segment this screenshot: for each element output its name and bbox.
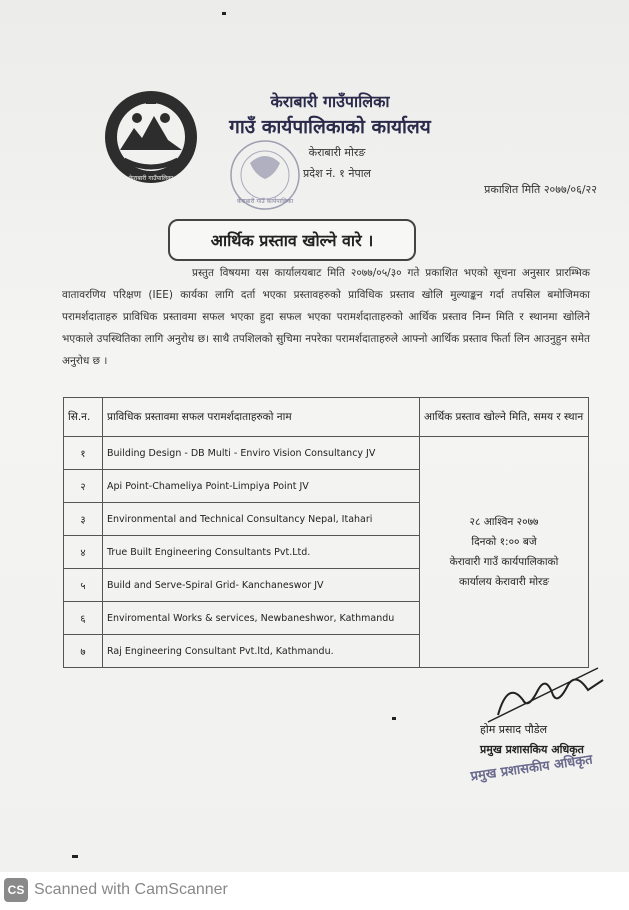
province-line: प्रदेश नं. १ नेपाल [302,167,372,180]
camscanner-watermark [4,878,228,902]
seal-text: केराबारी गाउँ कार्यपालिका [236,198,294,205]
schedule-cell [420,437,589,668]
row-serial: ७ [64,635,103,668]
row-consultant-name: Raj Engineering Consultant Pvt.ltd, Kathmandu. [103,635,420,668]
row-consultant-name: True Built Engineering Consultants Pvt.Ltd. [103,536,420,569]
table-row [64,437,589,470]
header-serial: सि.न. [64,398,103,437]
office-seal-stamp [220,135,315,220]
speck [222,12,226,15]
office-location: केराबारी मोरङ [308,146,366,159]
signatory-role: प्रमुख प्रशासकिय अधिकृत [480,743,584,756]
speck [392,717,396,720]
municipality-name: केराबारी गाउँपालिका [270,92,390,111]
speck [72,855,78,858]
row-consultant-name: Build and Serve-Spiral Grid- Kanchaneswor JV [103,569,420,602]
row-serial: २ [64,470,103,503]
signatory-stamp: प्रमुख प्रशासकीय अधिकृत [469,752,594,785]
row-serial: १ [64,437,103,470]
header-schedule: आर्थिक प्रस्ताव खोल्ने मिति, समय र स्थान [420,398,589,437]
table-header-row [64,398,589,437]
signature-scribble [468,660,608,730]
row-consultant-name: Api Point-Chameliya Point-Limpiya Point JV [103,470,420,503]
schedule-place-line1: केरावारी गाउँ कार्यपालिकाको [449,556,559,568]
notice-body: प्रस्तुत विषयमा यस कार्यालयबाट मिति २०७७/०५/३० गते प्रकाशित भएको सूचना अनुसार प्रारम्भिक वातावरणिय परिक्षण (IEE) कार्यका लागि दर्ता भएका प्रस्तावहरुको प्राविधिक प्रस्ताव खोलि मुल्याङ्कन गर्दा तपसिल बमोजिमका परामर्शदाताहरु प्राविधिक प्रस्तावमा सफल भएका हुदा सफल भएका परामर्शदाताहरुको आर्थिक प्रस्ताव निम्न मिति र स्थानमा खोलिने भएकाले उपस्थितिका लागि अनुरोध छ। साथै तपशिलको सुचिमा नपरेका परामर्शदाताहरुले आफ्नो आर्थिक प्रस्ताव फिर्ता लिन आउनुहुन समेत अनुरोध छ । [62,267,590,367]
row-consultant-name: Environmental and Technical Consultancy Nepal, Itahari [103,503,420,536]
consultant-table [63,397,589,668]
camscanner-text: Scanned with CamScanner [34,881,228,898]
signatory-name: होम प्रसाद पौडेल [480,723,548,736]
row-serial: ४ [64,536,103,569]
camscanner-logo-icon: CS [4,878,28,902]
published-date: प्रकाशित मिति २०७७/०६/२२ [484,183,597,196]
schedule-date: २८ आश्विन २०७७ [469,516,539,528]
office-name: गाउँ कार्यपालिकाको कार्यालय [229,116,431,138]
notice-title: आर्थिक प्रस्ताव खोल्ने वारे । [168,219,416,261]
schedule-time: दिनको १:०० बजे [471,536,537,548]
row-serial: ६ [64,602,103,635]
header-name: प्राविधिक प्रस्तावमा सफल परामर्शदाताहरुको नाम [103,398,420,437]
row-serial: ५ [64,569,103,602]
row-consultant-name: Enviromental Works & services, Newbaneshwor, Kathmandu [103,602,420,635]
schedule-place-line2: कार्यालय केरावारी मोरङ [458,576,550,588]
row-serial: ३ [64,503,103,536]
row-consultant-name: Building Design - DB Multi - Enviro Vision Consultancy JV [103,437,420,470]
emblem-text: केराबारी गाउँपालिका [128,175,174,182]
